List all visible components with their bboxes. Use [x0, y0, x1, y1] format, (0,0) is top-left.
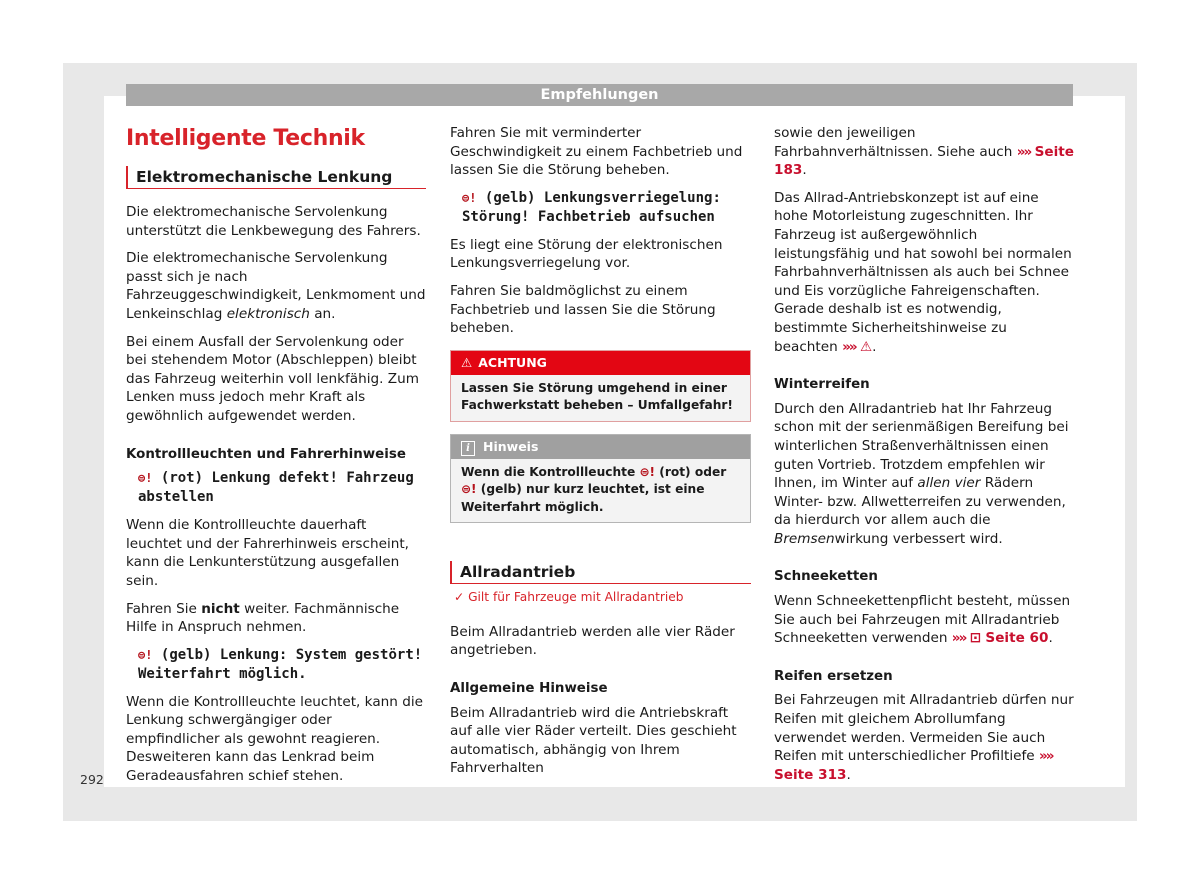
text: Fahren Sie: [126, 600, 202, 617]
column-2: [450, 124, 751, 787]
paragraph: [774, 124, 1074, 180]
driver-message-red: [138, 469, 426, 507]
check-icon: ✓: [454, 590, 465, 605]
text: (rot) oder: [655, 464, 727, 479]
warning-box-body: Lassen Sie Störung umgehend in einer Fachwerkstatt beheben – Umfallgefahr!: [451, 375, 750, 421]
note-box-header: [451, 435, 750, 459]
subheading-reifen-ersetzen: Reifen ersetzen: [774, 668, 893, 684]
note-box-body: [451, 459, 750, 523]
paragraph: Das Allrad-Antriebskonzept ist auf eine hohe Motorleistung zugeschnitten. Ihr Fahrzeug ist außergewöhnlich leistungsfähig und hat sowohl bei normalen Fahrbahnverhältnissen als auch bei Schnee und Eis vorzügliche Fahreigenschaften. Gerade deshalb ist es notwendig, bestimmte Sicherheitshinweise zu beachten »» ⚠.: [774, 189, 1072, 355]
text: .: [802, 162, 807, 179]
page-reference-link[interactable]: Seite 313: [774, 766, 847, 783]
section-heading-lenkung: Elektromechanische Lenkung: [126, 166, 426, 189]
steering-warning-icon: ⊜!: [138, 471, 153, 486]
text: Wenn die Kontrollleuchte: [461, 464, 640, 479]
paragraph: [126, 600, 426, 637]
text: Rädern Winter- bzw. Allwetterreifen zu verwenden, da hierdurch vor allem auch die: [774, 475, 1066, 529]
page-reference-link[interactable]: Seite 60: [985, 630, 1049, 647]
paragraph: Die elektromechanische Servolenkung unterstützt die Lenkbewegung des Fahrers.: [126, 204, 421, 239]
section-heading-allradantrieb: Allradantrieb: [450, 561, 751, 584]
paragraph: Beim Allradantrieb werden alle vier Räder angetrieben.: [450, 623, 735, 659]
text: (gelb) nur kurz leuchtet, ist eine Weiterfahrt möglich.: [461, 482, 705, 514]
text: an.: [309, 305, 336, 322]
warning-title: ACHTUNG: [478, 354, 547, 370]
message-text: (rot) Lenkung defekt! Fahrzeug abstellen: [138, 470, 414, 506]
paragraph: Fahren Sie mit verminderter Geschwindigkeit zu einem Fachbetrieb und lassen Sie die Störung beheben.: [450, 125, 743, 179]
reference-arrow-icon: »»: [1016, 143, 1031, 160]
page-number: 292: [80, 772, 104, 787]
paragraph: [774, 691, 1074, 784]
text: Durch den Allradantrieb hat Ihr Fahrzeug schon mit der serienmäßigen Bereifung bei winterlichen Straßenverhältnissen einen guten Vortrieb. Trotzdem empfehlen wir Ihnen, im Winter auf: [774, 400, 1069, 492]
reference-arrow-icon: »»: [951, 630, 966, 647]
paragraph: Wenn die Kontrollleuchte leuchtet, kann die Lenkung schwergängiger oder empfindlicher als gewohnt reagieren. Desweiteren kann das Lenkrad beim Geradeausfahren schief stehen.: [126, 693, 423, 785]
driver-message-yellow-lock: [462, 189, 751, 227]
warning-box-header: [451, 351, 750, 375]
steering-warning-icon: ⊜!: [461, 482, 477, 497]
text: Das Allrad-Antriebskonzept ist auf eine hohe Motorleistung zugeschnitten. Ihr Fahrzeug ist außergewöhnlich leistungsfähig und hat sowohl bei normalen Fahrbahnverhältnissen als auch bei Schnee und Eis vorzügliche Fahreigenschaften. Gerade deshalb ist es notwendig, bestimmte Sicherheitshinweise zu beachten: [774, 189, 1072, 355]
note-title: Hinweis: [483, 438, 539, 454]
column-1: [126, 124, 426, 795]
paragraph: Wenn die Kontrollleuchte dauerhaft leuchtet und der Fahrerhinweis erscheint, kann die Lenkunterstützung ausgefallen sein.: [126, 517, 409, 589]
info-icon: i: [461, 441, 475, 456]
paragraph: Bei einem Ausfall der Servolenkung oder bei stehendem Motor (Abschleppen) bleibt das Fahrzeug weiterhin voll lenkfähig. Zum Lenken muss jedoch mehr Kraft als gewöhnlich aufgewendet werden.: [126, 333, 419, 424]
applies-to-note: [454, 588, 751, 607]
paragraph: [126, 249, 426, 323]
paragraph: Fahren Sie baldmöglichst zu einem Fachbetrieb und lassen Sie die Störung beheben.: [450, 282, 716, 337]
paragraph: Es liegt eine Störung der elektronischen Lenkungsverriegelung vor.: [450, 236, 723, 272]
subheading-allgemeine-hinweise: Allgemeine Hinweise: [450, 681, 608, 697]
subheading-schneeketten: Schneeketten: [774, 569, 878, 585]
text: Wenn Schneekettenpflicht besteht, müssen Sie auch bei Fahrzeugen mit Allradantrieb Schneeketten verwenden: [774, 593, 1071, 647]
note-box: [450, 434, 751, 524]
emphasis-text: allen vier: [917, 475, 981, 492]
text: sowie den jeweiligen Fahrbahnverhältnissen. Siehe auch: [774, 125, 1017, 160]
message-text: (gelb) Lenkung: System gestört! Weiterfahrt möglich.: [138, 646, 423, 682]
steering-warning-icon: ⊜!: [462, 190, 477, 205]
driver-message-yellow: [138, 646, 426, 684]
paragraph: [774, 400, 1074, 549]
chapter-title: Intelligente Technik: [126, 126, 365, 151]
warning-box: [450, 350, 751, 422]
reference-arrow-icon: »»: [1038, 748, 1053, 765]
paragraph: Beim Allradantrieb wird die Antriebskraft auf alle vier Räder verteilt. Dies geschieht automatisch, abhängig von Ihrem Fahrverhalten: [450, 704, 737, 777]
column-3: [774, 124, 1074, 793]
bold-text: nicht: [201, 600, 240, 617]
emphasis-text: Bremsen: [774, 530, 835, 547]
applies-text: Gilt für Fahrzeuge mit Allradantrieb: [468, 590, 684, 605]
page-reference-link[interactable]: Seite 183: [774, 143, 1075, 179]
paragraph: [774, 592, 1074, 648]
reference-arrow-icon: »»: [842, 338, 856, 355]
text: Die elektromechanische Servolenkung passt sich je nach Fahrzeuggeschwindigkeit, Lenkmoment und Lenkeinschlag: [126, 250, 426, 322]
message-text: (gelb) Lenkungsverriegelung: Störung! Fachbetrieb aufsuchen: [462, 189, 721, 225]
text: .: [846, 766, 851, 783]
booklet-icon: ⊡: [969, 630, 982, 647]
text: wirkung verbessert wird.: [834, 530, 1003, 547]
section-header-bar: Empfehlungen: [126, 84, 1073, 106]
warning-triangle-reference-icon[interactable]: ⚠: [859, 338, 873, 355]
steering-warning-icon: ⊜!: [138, 647, 153, 662]
warning-triangle-icon: ⚠: [461, 354, 473, 370]
subheading-kontrollleuchten: Kontrollleuchten und Fahrerhinweise: [126, 446, 406, 462]
steering-warning-icon: ⊜!: [639, 464, 656, 479]
emphasis-text: elektronisch: [226, 305, 310, 322]
text: Bei Fahrzeugen mit Allradantrieb dürfen nur Reifen mit gleichem Abrollumfang verwendet werden. Vermeiden Sie auch Reifen mit unterschiedlicher Profiltiefe: [774, 692, 1074, 765]
text: weiter. Fachmännische Hilfe in Anspruch nehmen.: [126, 600, 400, 636]
text: .: [1048, 630, 1053, 647]
subheading-winterreifen: Winterreifen: [774, 377, 870, 393]
